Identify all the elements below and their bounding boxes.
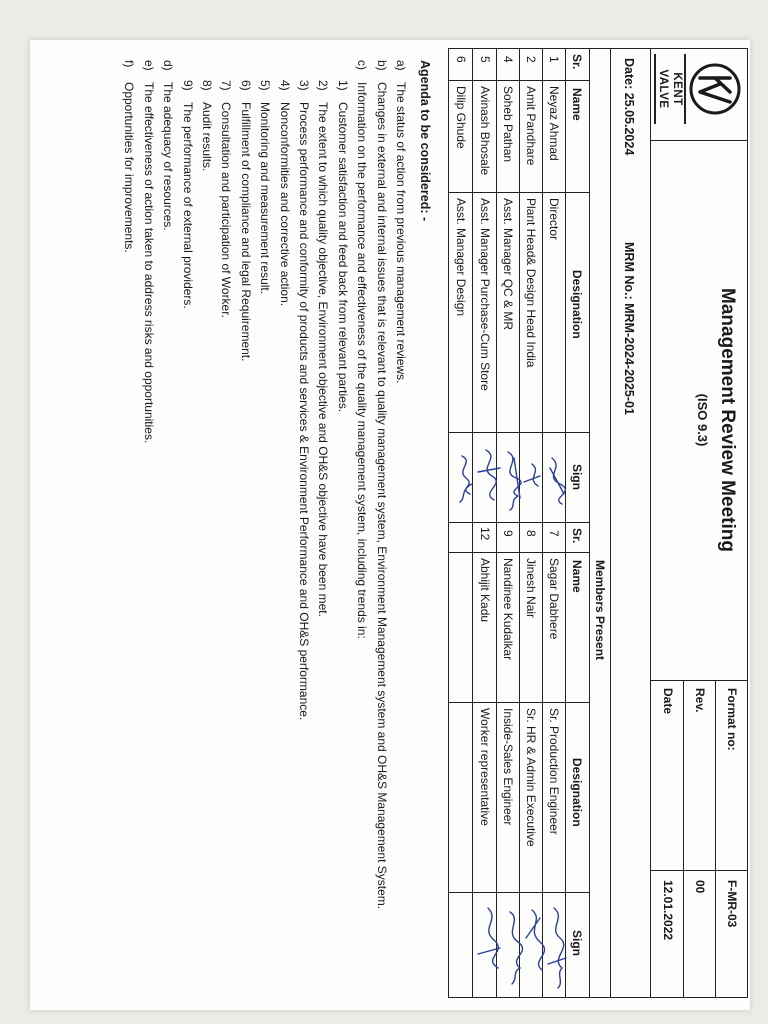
format-value: F-MR-03 (725, 880, 739, 928)
member-sr: 4 (501, 56, 515, 63)
agenda-item-text: Opportunities for improvements. (122, 82, 137, 253)
divider (519, 48, 520, 998)
divider (448, 892, 590, 893)
divider (589, 48, 590, 998)
header-sr: Sr. (570, 528, 584, 544)
member-sr: 1 (547, 56, 561, 63)
member-name: Dilip Ghude (454, 86, 468, 149)
agenda-item-text: The effectiveness of action taken to address risks and opportunities. (141, 82, 156, 444)
agenda-item-text: The performance of external providers. (180, 102, 195, 309)
members-present-heading: Members Present (593, 560, 607, 661)
agenda-item-text: The status of action from previous management reviews. (394, 82, 408, 384)
agenda-item-marker: 8) (200, 80, 214, 91)
divider (472, 48, 473, 998)
agenda-item-text: Process performance and conformity of products and services & Environment Performance and OH&S performance. (297, 102, 311, 721)
divider (448, 522, 590, 523)
date-label: Date (661, 688, 675, 715)
agenda-item-marker: 7) (219, 80, 234, 91)
divider (715, 680, 716, 998)
logo-emblem-icon (688, 62, 742, 116)
member-sr: 9 (501, 530, 515, 537)
agenda-item-text: Consultation and participation of Worker. (219, 102, 234, 318)
meeting-date: Date: 25.05.2024 (622, 58, 636, 156)
header-sr: Sr. (570, 54, 584, 70)
rotated-document (30, 40, 750, 1010)
member-name: Jinesh Nair (524, 558, 538, 619)
divider (448, 80, 590, 81)
agenda-item-marker: e) (141, 60, 156, 71)
company-logo (656, 54, 742, 124)
member-designation: Director (547, 198, 561, 241)
agenda-item-marker: 2) (316, 80, 331, 91)
member-designation: Asst. Manager Design (454, 198, 468, 317)
agenda-item-marker: c) (355, 60, 370, 70)
logo-text: KENT VALVE (654, 54, 686, 124)
agenda-item-text: The adequacy of resources. (161, 82, 176, 231)
agenda-item-text: Fulfillment of compliance and legal Requirement. (238, 102, 253, 362)
member-designation: Sr. Production Engineer (547, 708, 561, 835)
page-title: Management Review Meeting (717, 288, 738, 552)
agenda-item-text: Customer satisfaction and feed back from relevant parties. (335, 102, 350, 413)
agenda-item-marker: 5) (258, 80, 273, 91)
member-sr: 2 (524, 56, 538, 63)
agenda-item-marker: a) (394, 60, 408, 71)
divider (448, 432, 590, 433)
format-label: Format no: (725, 688, 739, 751)
page-subtitle: (ISO 9.3) (695, 393, 710, 447)
agenda-item-marker: 3) (297, 80, 311, 91)
agenda-item-text: Nonconformities and corrective action. (277, 102, 292, 307)
agenda-item-marker: 4) (277, 80, 292, 91)
divider (496, 48, 497, 998)
member-sr: 5 (478, 56, 492, 63)
header-designation: Designation (570, 270, 584, 339)
divider (448, 702, 590, 703)
agenda-item-marker: 9) (180, 80, 195, 91)
header-name: Name (570, 88, 584, 121)
member-designation: Plant Head& Design Head India (524, 198, 538, 368)
agenda-item-marker: f) (122, 60, 137, 68)
member-designation: Inside-Sales Engineer (501, 708, 515, 826)
signature-scribbles (448, 438, 570, 518)
member-name: Neyaz Ahmad (547, 86, 561, 161)
member-name: Abhijit Kadu (478, 558, 492, 623)
divider (542, 48, 543, 998)
agenda-item-text: Changes in external and internal issues that is relevant to quality management system, Environment Management system and OH&S Management System. (374, 82, 389, 910)
divider (448, 192, 590, 193)
member-name: Nandinee Kudalkar (501, 558, 515, 661)
member-name: Avinash Bhosale (478, 86, 492, 176)
agenda-item-marker: b) (374, 60, 389, 71)
member-sr: 8 (524, 530, 538, 537)
header-designation: Designation (570, 758, 584, 827)
member-sr: 6 (454, 56, 468, 63)
member-designation: Worker representative (478, 708, 492, 826)
rev-label: Rev. (693, 688, 707, 713)
signature-scribbles (470, 898, 570, 994)
agenda-item-text: Information on the performance and effectiveness of the quality management system, including trends in: (355, 82, 370, 639)
member-name: Amit Pandhare (524, 86, 538, 166)
divider (650, 680, 748, 681)
mrm-number: MRM No.: MRM-2024-2025-01 (622, 242, 636, 415)
agenda-item-marker: 6) (238, 80, 253, 91)
agenda-item-marker: 1) (335, 80, 350, 91)
member-designation: Asst. Manager Purchase-Cum Store (478, 198, 492, 391)
member-designation: Asst. Manager QC & MR (501, 198, 515, 331)
header-sign: Sign (570, 464, 584, 490)
divider (683, 680, 684, 998)
agenda-item-text: The extent to which quality objective, Environment objective and OH&S objective have been met. (316, 102, 331, 617)
rev-value: 00 (693, 880, 707, 894)
header-sign: Sign (570, 930, 584, 956)
agenda-item-text: Monitoring and measurement result. (258, 102, 273, 295)
member-sr: 12 (478, 527, 492, 541)
member-name: Sagar Dabhere (547, 558, 561, 640)
info-row (610, 48, 650, 998)
member-name: Soheb Pathan (501, 86, 515, 163)
member-designation: Sr. HR & Admin Executive (524, 708, 538, 847)
header-name: Name (570, 560, 584, 593)
agenda-heading: Agenda to be considered: - (418, 60, 432, 222)
divider (448, 552, 590, 553)
date-value: 12.01.2022 (661, 880, 675, 941)
member-sr: 7 (547, 530, 561, 537)
agenda-item-marker: d) (161, 60, 176, 71)
agenda-item-text: Audit results. (200, 102, 214, 172)
divider (565, 48, 566, 998)
divider (650, 140, 748, 141)
divider (650, 870, 748, 871)
